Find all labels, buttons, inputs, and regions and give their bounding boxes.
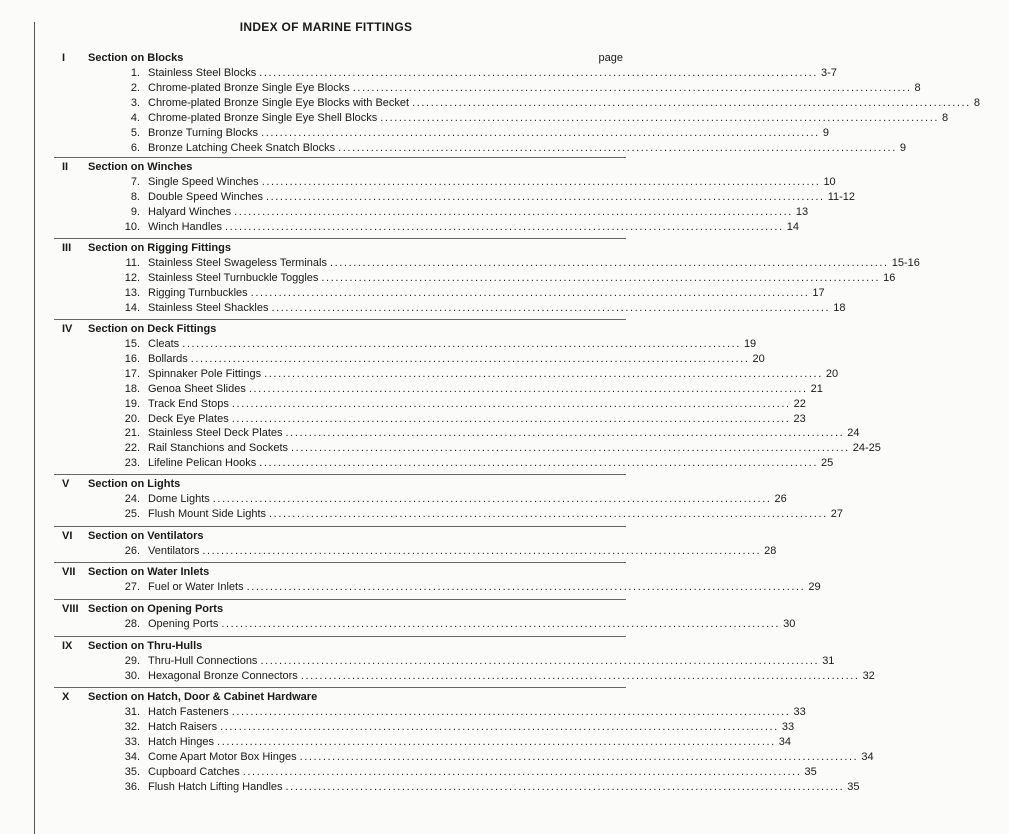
entry-page-number: 35 [804,765,817,778]
entry-number: 3. [130,96,140,109]
entry-number: 27. [124,581,140,593]
entry-page-number: 18 [833,301,846,314]
dot-leader: ........................................................................................................................ [261,176,821,188]
section-roman-numeral: VIII [62,603,79,615]
index-entry[interactable] [0,141,906,156]
dot-leader: ........................................................................................................................ [202,545,762,557]
entry-label: Flush Hatch Lifting Handles [148,780,283,793]
entry-number: 1. [130,67,140,79]
dot-leader: ........................................................................................................................ [231,706,791,718]
dot-leader: ........................................................................................................................ [380,111,940,124]
entry-label: Genoa Sheet Slides [148,382,246,395]
section-title: Section on Hatch, Door & Cabinet Hardware [88,691,318,703]
entry-label: Track End Stops [148,397,229,410]
entry-number: 6. [130,141,140,154]
entry-page-number: 19 [743,338,757,350]
index-entry[interactable] [0,397,806,412]
entry-page-number: 30 [783,618,796,630]
entry-number: 35. [124,765,140,778]
entry-number: 17. [124,367,140,380]
entry-page-number: 21 [810,382,823,395]
dot-leader: ........................................................................................................................ [300,669,860,682]
index-entry[interactable] [0,618,796,632]
section-roman-numeral: VI [62,530,73,542]
dot-leader: ........................................................................................................................ [261,126,820,139]
section-heading [0,640,652,654]
entry-number: 20. [124,412,140,425]
entry-number: 2. [130,81,140,94]
entry-label: Thru-Hull Connections [148,655,258,667]
index-entry[interactable] [0,507,844,522]
entry-page-number: 10 [823,176,836,188]
entry-label: Stainless Steel Swageless Terminals [148,257,327,269]
entry-number: 28. [124,618,140,630]
section-divider [54,526,626,527]
section-heading [0,691,652,705]
entry-page-number: 9 [899,141,906,154]
entry-number: 34. [124,750,140,763]
dot-leader: ........................................................................................................................ [242,765,802,778]
index-entry[interactable] [0,81,921,96]
section-roman-numeral: V [62,478,70,490]
entry-label: Chrome-plated Bronze Single Eye Blocks with Becket [148,96,410,109]
entry-number: 16. [124,352,140,365]
dot-leader: ........................................................................................................................ [412,96,971,109]
section-divider [54,562,626,563]
section-heading [0,52,652,66]
entry-number: 11. [125,257,140,269]
section-title: Section on Deck Fittings [88,323,217,335]
section-divider [54,687,626,688]
entry-number: 26. [124,545,140,557]
entry-label: Stainless Steel Turnbuckle Toggles [148,271,319,284]
entry-page-number: 34 [861,750,874,763]
entry-label: Winch Handles [148,220,222,233]
dot-leader: ........................................................................................................................ [250,286,810,299]
entry-page-number: 23 [793,412,806,425]
entry-label: Opening Ports [148,618,219,630]
entry-page-number: 13 [795,205,809,218]
entry-page-number: 3-7 [820,67,837,79]
entry-label: Ventilators [148,545,200,557]
index-entry[interactable] [0,257,920,271]
index-entry[interactable] [0,706,806,720]
entry-label: Deck Eye Plates [148,412,229,425]
dot-leader: ........................................................................................................................ [248,382,808,395]
entry-page-number: 24-25 [852,442,881,455]
entry-label: Flush Mount Side Lights [148,507,267,520]
section-divider [54,636,626,637]
index-entry[interactable] [0,669,875,684]
page-column-header: page [598,52,623,64]
index-entry[interactable] [0,352,765,367]
dot-leader: ........................................................................................................................ [271,301,831,314]
entry-label: Come Apart Motor Box Hinges [148,750,297,763]
index-entry[interactable] [0,545,777,559]
dot-leader: ........................................................................................................................ [285,780,845,793]
index-entry[interactable] [0,412,806,427]
entry-page-number: 14 [786,220,799,233]
entry-number: 21. [124,427,140,440]
entry-page-number: 28 [764,545,777,557]
section-heading [0,323,652,337]
dot-leader: ........................................................................................................................ [231,397,791,410]
entry-page-number: 15-16 [891,257,920,269]
index-entry[interactable] [0,457,834,471]
index-entry[interactable] [0,493,787,507]
section-roman-numeral: II [62,161,69,173]
entry-label: Chrome-plated Bronze Single Eye Blocks [148,81,350,94]
section-title: Section on Lights [88,478,181,490]
dot-leader: ........................................................................................................................ [285,427,845,440]
dot-leader: ........................................................................................................................ [291,442,850,455]
section-roman-numeral: IV [62,323,73,335]
entry-page-number: 8 [914,81,921,94]
entry-number: 13. [124,286,140,299]
entry-page-number: 25 [820,457,834,470]
entry-number: 29. [124,655,140,667]
index-entry[interactable] [0,96,980,111]
section-heading [0,478,652,492]
entry-number: 8. [130,190,140,203]
entry-label: Bronze Turning Blocks [148,126,259,139]
section-heading [0,161,652,175]
index-entry[interactable] [0,271,896,286]
section-divider [54,157,626,158]
section-divider [54,599,626,600]
entry-number: 9. [130,205,140,218]
entry-number: 18. [124,382,140,395]
entry-page-number: 32 [862,669,875,682]
index-entry[interactable] [0,176,836,190]
section-roman-numeral: X [62,691,70,703]
entry-page-number: 16 [883,271,896,284]
entry-label: Lifeline Pelican Hooks [148,457,257,470]
dot-leader: ........................................................................................................................ [264,367,823,380]
entry-page-number: 31 [822,655,835,667]
section-title: Section on Blocks [88,52,184,64]
index-entry[interactable] [0,581,821,595]
dot-leader: ........................................................................................................................ [231,412,791,425]
entry-page-number: 20 [825,367,839,380]
entry-page-number: 24 [847,427,860,440]
entry-label: Stainless Steel Deck Plates [148,427,283,440]
dot-leader: ........................................................................................................................ [212,493,772,505]
entry-label: Rigging Turnbuckles [148,286,248,299]
section-divider [54,474,626,475]
index-entry[interactable] [0,220,799,235]
entry-number: 22. [124,442,140,455]
index-entry[interactable] [0,750,874,765]
dot-leader: ........................................................................................................................ [352,81,912,94]
entry-page-number: 34 [778,735,792,748]
entry-label: Bronze Latching Cheek Snatch Blocks [148,141,336,154]
index-entry[interactable] [0,301,846,316]
dot-leader: ........................................................................................................................ [299,750,859,763]
entry-page-number: 29 [808,581,821,593]
entry-number: 24. [124,493,140,505]
entry-label: Single Speed Winches [148,176,259,188]
dot-leader: ........................................................................................................................ [338,141,897,154]
section-title: Section on Thru-Hulls [88,640,203,652]
entry-label: Hatch Fasteners [148,706,229,718]
section-roman-numeral: III [62,242,72,254]
entry-label: Double Speed Winches [148,190,263,203]
section-divider [54,319,626,320]
section-roman-numeral: VII [62,566,76,578]
index-entry[interactable] [0,382,823,397]
entry-label: Stainless Steel Shackles [148,301,269,314]
index-entry[interactable] [0,765,817,780]
index-entry[interactable] [0,442,881,456]
section-title: Section on Rigging Fittings [88,242,231,254]
index-entry[interactable] [0,780,860,795]
dot-leader: ........................................................................................................................ [224,220,784,233]
index-entry[interactable] [0,67,837,81]
entry-number: 14. [124,301,140,314]
entry-label: Halyard Winches [148,205,232,218]
index-entry[interactable] [0,427,860,441]
section-divider [54,238,626,239]
section-roman-numeral: I [62,52,66,64]
entry-page-number: 35 [847,780,860,793]
dot-leader: ........................................................................................................................ [321,271,881,284]
entry-label: Cleats [148,338,180,350]
index-entry[interactable] [0,126,829,141]
entry-label: Spinnaker Pole Fittings [148,367,262,380]
entry-page-number: 22 [793,397,806,410]
dot-leader: ........................................................................................................................ [260,655,820,667]
section-heading [0,566,652,580]
entry-number: 25. [124,507,140,520]
entry-label: Chrome-plated Bronze Single Eye Shell Blocks [148,111,378,124]
dot-leader: ........................................................................................................................ [190,352,750,365]
entry-page-number: 17 [812,286,825,299]
index-entry[interactable] [0,111,949,126]
section-title: Section on Ventilators [88,530,204,542]
entry-label: Dome Lights [148,493,210,505]
entry-label: Stainless Steel Blocks [148,67,257,79]
dot-leader: ........................................................................................................................ [259,67,818,79]
section-title: Section on Winches [88,161,193,173]
entry-page-number: 27 [830,507,844,520]
section-heading [0,530,652,544]
index-entry[interactable] [0,286,825,301]
entry-number: 7. [130,176,140,188]
entry-label: Cupboard Catches [148,765,240,778]
entry-page-number: 26 [774,493,787,505]
entry-number: 36. [124,780,140,793]
entry-number: 33. [124,735,140,748]
entry-page-number: 20 [752,352,765,365]
entry-page-number: 8 [973,96,980,109]
section-heading [0,603,652,617]
entry-page-number: 33 [781,720,795,733]
page-title: INDEX OF MARINE FITTINGS [239,20,413,34]
entry-page-number: 8 [942,111,949,124]
entry-number: 19. [124,397,140,410]
entry-label: Bollards [148,352,188,365]
entry-number: 32. [124,720,140,733]
dot-leader: ........................................................................................................................ [259,457,818,470]
index-entry[interactable] [0,735,792,750]
entry-page-number: 11-12 [827,190,856,203]
dot-leader: ........................................................................................................................ [217,735,776,748]
section-title: Section on Opening Ports [88,603,224,615]
entry-number: 23. [124,457,140,470]
entry-label: Fuel or Water Inlets [148,581,244,593]
index-entry[interactable] [0,190,856,205]
index-entry[interactable] [0,720,795,735]
dot-leader: ........................................................................................................................ [265,190,825,203]
entry-number: 30. [124,669,140,682]
dot-leader: ........................................................................................................................ [246,581,806,593]
entry-page-number: 9 [822,126,829,139]
entry-label: Hatch Hinges [148,735,215,748]
dot-leader: ........................................................................................................................ [269,507,828,520]
entry-number: 15. [124,338,140,350]
entry-label: Hexagonal Bronze Connectors [148,669,298,682]
dot-leader: ........................................................................................................................ [234,205,793,218]
dot-leader: ........................................................................................................................ [220,720,779,733]
section-roman-numeral: IX [62,640,73,652]
entry-number: 5. [130,126,140,139]
entry-number: 12. [124,271,140,284]
entry-number: 4. [130,111,140,124]
section-title: Section on Water Inlets [88,566,210,578]
index-entry[interactable] [0,338,757,352]
index-entry[interactable] [0,655,835,669]
dot-leader: ........................................................................................................................ [182,338,741,350]
index-entry[interactable] [0,205,809,220]
entry-number: 10. [124,220,140,233]
dot-leader: ........................................................................................................................ [329,257,889,269]
dot-leader: ........................................................................................................................ [221,618,781,630]
entry-label: Hatch Raisers [148,720,218,733]
section-heading [0,242,652,256]
entry-page-number: 33 [793,706,806,718]
entry-label: Rail Stanchions and Sockets [148,442,289,455]
entry-number: 31. [124,706,140,718]
index-entry[interactable] [0,367,839,382]
